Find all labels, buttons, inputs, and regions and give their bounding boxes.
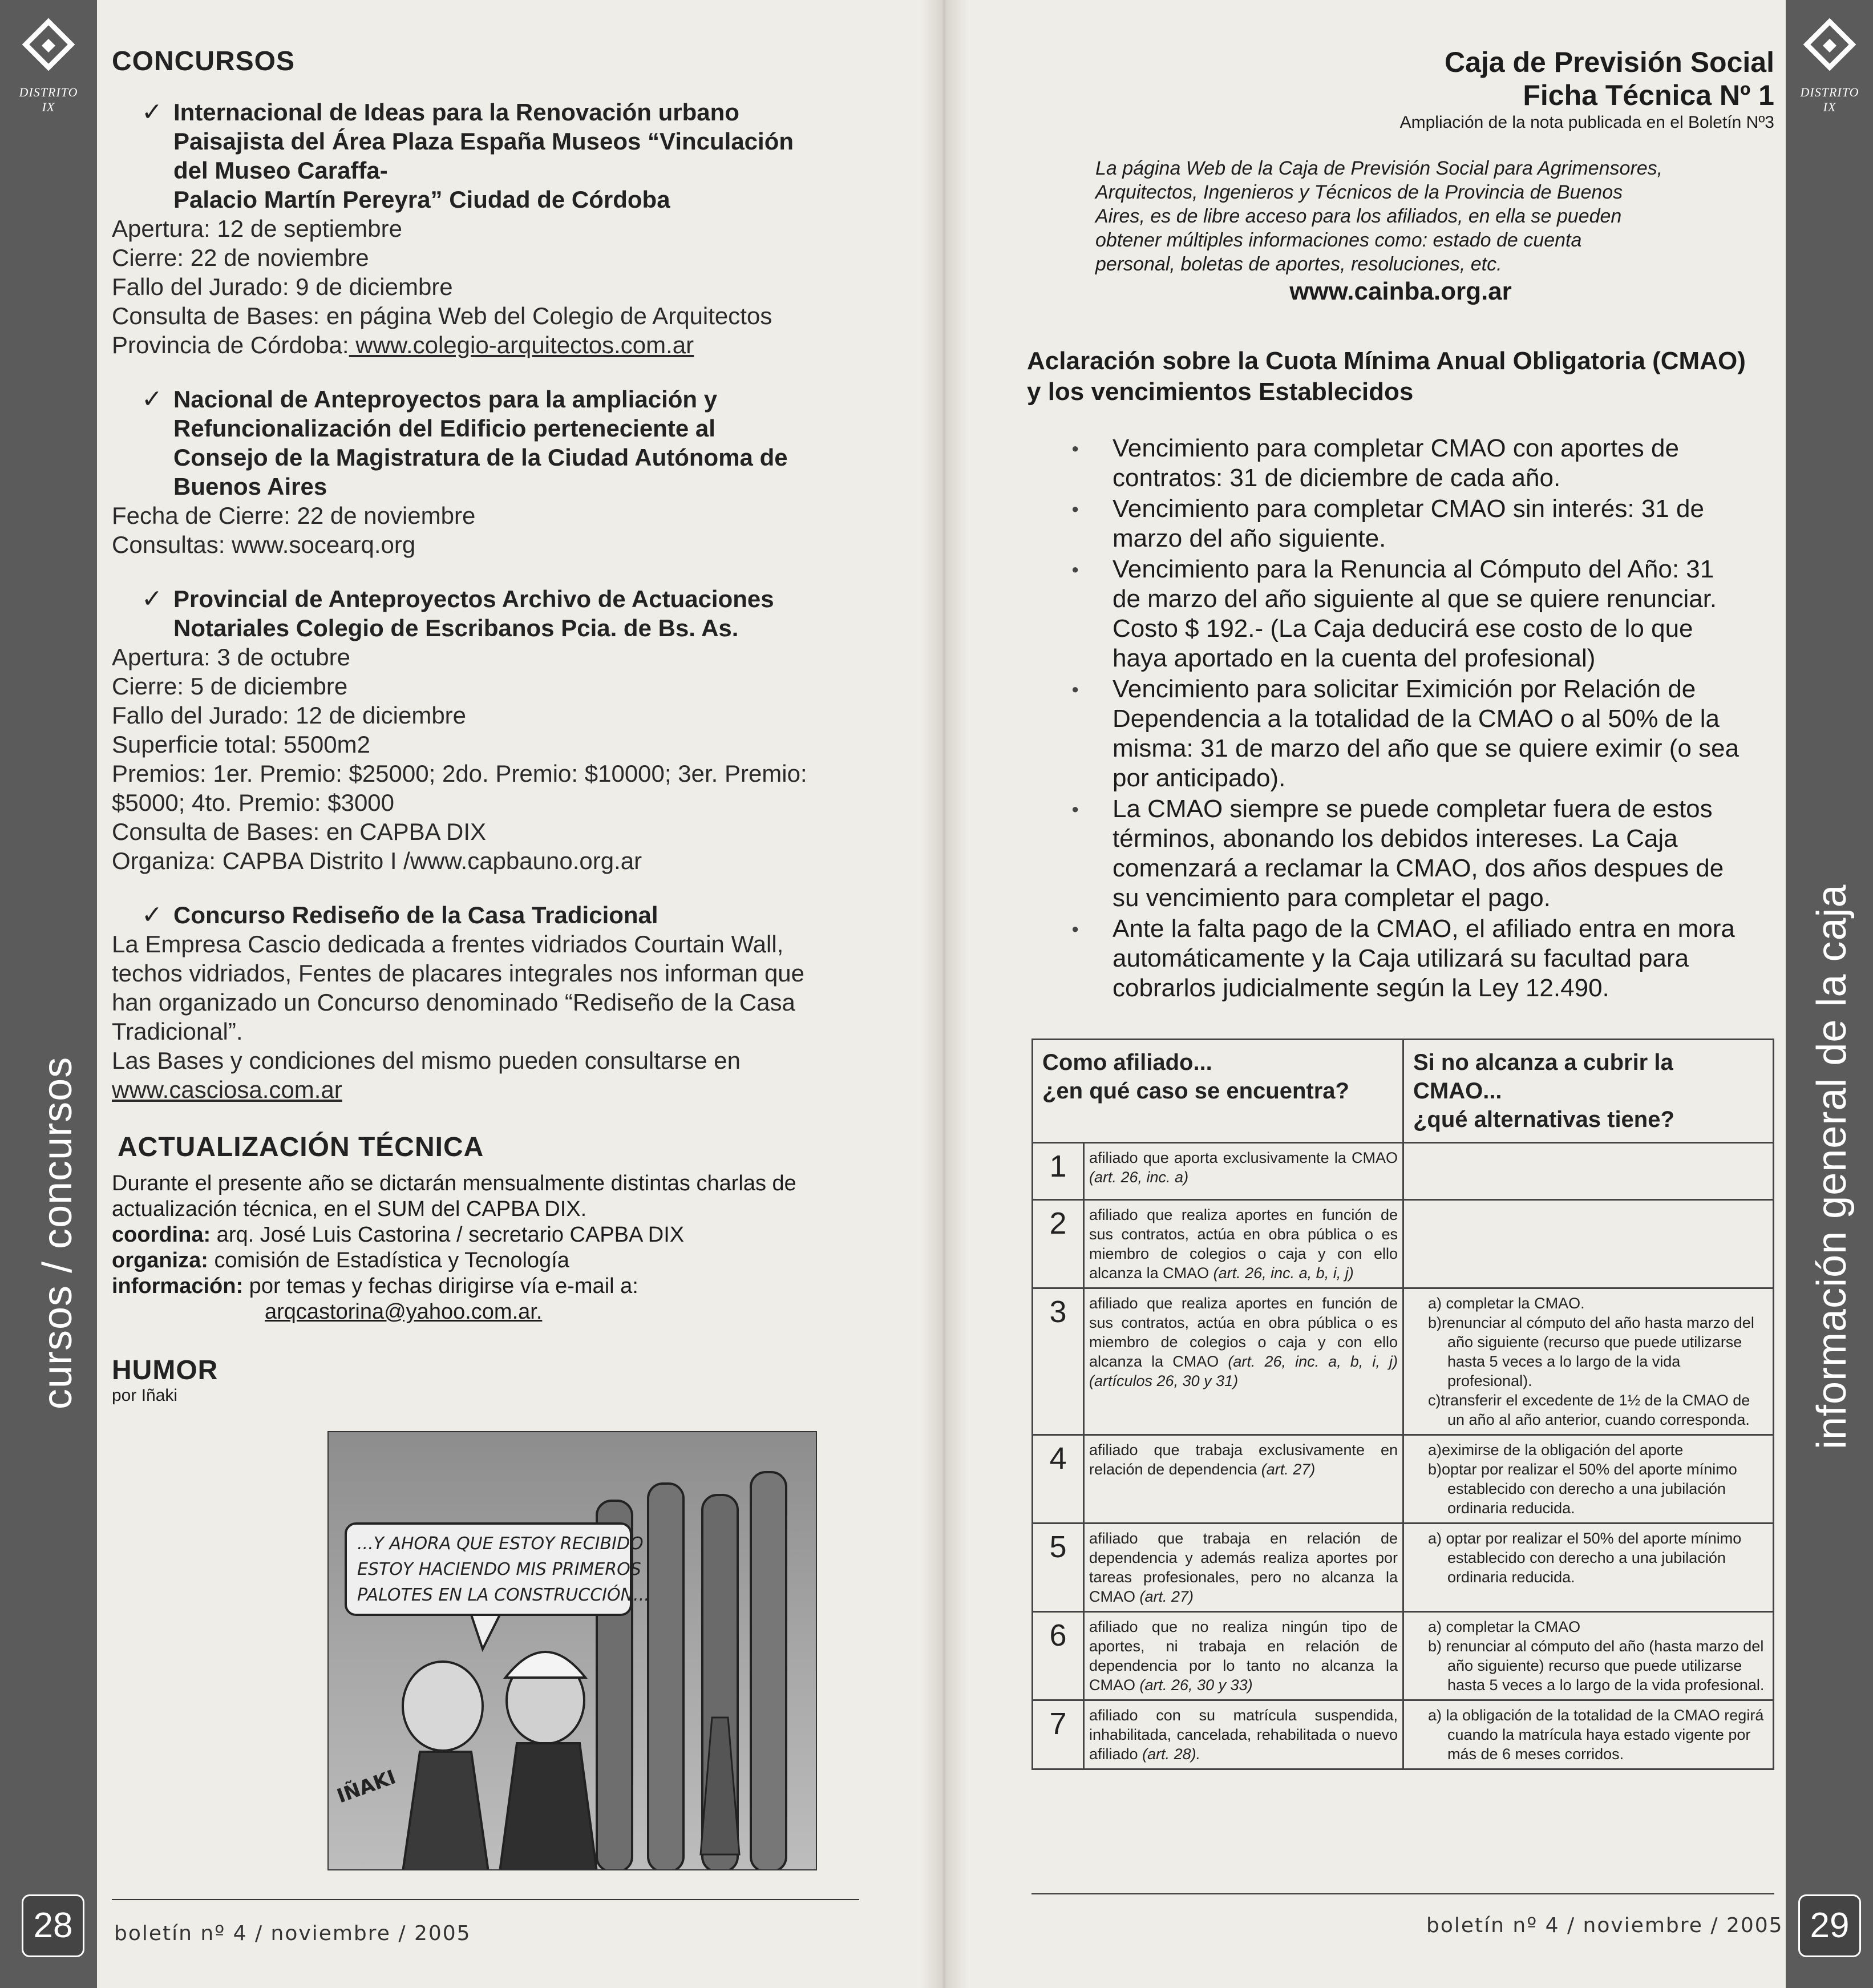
side-label: cursos / concursos bbox=[35, 1056, 80, 1409]
actualizacion-heading: ACTUALIZACIÓN TÉCNICA bbox=[118, 1132, 484, 1162]
right-side-strip bbox=[1786, 0, 1873, 1988]
speech-line: PALOTES EN LA CONSTRUCCIÓN... bbox=[357, 1585, 650, 1605]
table-row: 5 afiliado que trabaja en relación de dependencia y además realiza aportes por tareas profesionales, pero no alcanza la CMAO (art. 27) a) optar por realizar el 50% del aporte mínimo establecido con derecho a una jubilación ordinaria reducida. bbox=[1033, 1524, 1774, 1612]
concurso-detail: techos vidriados, Fentes de placares integrales nos informan que bbox=[112, 960, 805, 987]
cartoon-signature: IÑAKI bbox=[334, 1765, 399, 1808]
left-footer: boletín nº 4 / noviembre / 2005 bbox=[114, 1922, 471, 1945]
table-row: 3 afiliado que realiza aportes en función de sus contratos, actúa en obra pública o es miembro de colegios o caja y con ello alcanza la CMAO (art. 26, inc. a, b, i, j) (artículos 26, 30 y 31) a) completar la CMAO. b)renunciar al cómputo del año hasta marzo del año siguiente (recurso que puede utilizarse hasta 5 veces a lo largo de la vida profesional). c)transferir el excedente de 1½ de la CMAO de un año al año anterior, cuando corresponda. bbox=[1033, 1288, 1774, 1435]
list-item: ● Vencimiento para completar CMAO sin interés: 31 de marzo del año siguiente. bbox=[1027, 494, 1774, 553]
left-page bbox=[112, 46, 859, 1405]
concurso-4 bbox=[112, 900, 859, 1104]
concurso-detail: Consulta de Bases: en CAPBA DIX bbox=[112, 818, 487, 845]
table-row: 6 afiliado que no realiza ningún tipo de aportes, ni trabaja en relación de dependencia por lo tanto no alcanza la CMAO (art. 26, 30 y 33) a) completar la CMAO b) renunciar al cómputo del año (hasta marzo del año siguiente) recurso que puede utilizarse hasta 5 veces a lo largo de la vida profesional. bbox=[1033, 1612, 1774, 1700]
concurso-detail: han organizado un Concurso denominado “Rediseño de la Casa bbox=[112, 989, 795, 1016]
list-item: ● La CMAO siempre se puede completar fuera de estos términos, abonando los debidos intereses. La Caja comenzará a reclamar la CMAO, dos años despues de su vencimiento para completar el pago. bbox=[1027, 794, 1774, 913]
concurso-detail: Tradicional”. bbox=[112, 1018, 243, 1045]
concurso-detail: Premios: 1er. Premio: $25000; 2do. Premio: $10000; 3er. Premio: bbox=[112, 760, 807, 787]
cmao-table bbox=[1031, 1039, 1774, 1770]
check-icon: ✓ bbox=[141, 901, 163, 929]
table-row: 7 afiliado con su matrícula suspendida, inhabilitada, cancelada, rehabilitada o nuevo afiliado (art. 28). a) la obligación de la totalidad de la CMAO regirá cuando la matrícula haya estado vigente por más de 6 meses corridos. bbox=[1033, 1700, 1774, 1769]
table-header-row bbox=[1033, 1040, 1774, 1143]
caja-header bbox=[1027, 46, 1774, 134]
concurso-detail: Fallo del Jurado: 9 de diciembre bbox=[112, 273, 453, 300]
concurso-detail: Apertura: 12 de septiembre bbox=[112, 215, 402, 242]
distrito-logo-icon bbox=[1801, 17, 1858, 80]
book-gutter bbox=[919, 0, 970, 1988]
list-item: ● Ante la falta pago de la CMAO, el afiliado entra en mora automáticamente y la Caja utilizará su facultad para cobrarlos judicialmente según la Ley 12.490. bbox=[1027, 914, 1774, 1003]
check-icon: ✓ bbox=[141, 385, 163, 413]
concurso-detail: $5000; 4to. Premio: $3000 bbox=[112, 789, 395, 816]
right-footer: boletín nº 4 / noviembre / 2005 bbox=[1426, 1914, 1783, 1937]
humor-byline: por Iñaki bbox=[112, 1386, 178, 1405]
speech-line: ESTOY HACIENDO MIS PRIMEROS bbox=[357, 1559, 641, 1579]
logo-text: DISTRITO IX bbox=[1800, 85, 1859, 114]
actualizacion-body: Durante el presente año se dictarán mensualmente distintas charlas de actualización técnica, en el SUM del CAPBA DIX. coordina: arq. José Luis Castorina / secretario CAPBA DIX organiza: comisión de Estadística y Tecnología información: por temas y fechas dirigirse vía e-mail a: arqcastorina@yahoo.com.ar. bbox=[112, 1171, 859, 1325]
cartoon-illustration bbox=[329, 1432, 817, 1870]
concurso-detail: Consultas: www.socearq.org bbox=[112, 531, 416, 558]
ficha-note: Ampliación de la nota publicada en el Boletín Nº3 bbox=[1399, 113, 1774, 132]
logo-text: DISTRITO IX bbox=[19, 85, 78, 114]
table-row: 4 afiliado que trabaja exclusivamente en relación de dependencia (art. 27) a)eximirse de la obligación del aporte b)optar por realizar el 50% del aporte mínimo establecido con derecho a una jubilación ordinaria reducida. bbox=[1033, 1435, 1774, 1524]
concurso-detail: Apertura: 3 de octubre bbox=[112, 644, 350, 670]
concurso-title: ✓ Internacional de Ideas para la Renovación urbano Paisajista del Área Plaza España Museos “Vinculación del Museo Caraffa- Palacio Martín Pereyra” Ciudad de Córdoba bbox=[141, 98, 794, 213]
right-page bbox=[1027, 46, 1774, 1004]
footer-rule bbox=[112, 1899, 859, 1900]
concurso-title: ✓ Concurso Rediseño de la Casa Tradicional bbox=[141, 901, 658, 929]
footer-rule bbox=[1031, 1893, 1774, 1894]
concurso-title: ✓ Provincial de Anteproyectos Archivo de Actuaciones Notariales Colegio de Escribanos Pcia. de Bs. As. bbox=[141, 585, 774, 641]
cmao-bullets bbox=[1027, 434, 1774, 1003]
concurso-3 bbox=[112, 584, 859, 875]
table-header-left: Como afiliado... ¿en qué caso se encuentra? bbox=[1033, 1040, 1403, 1143]
concurso-detail: Superficie total: 5500m2 bbox=[112, 731, 370, 758]
concurso-detail: Fallo del Jurado: 12 de diciembre bbox=[112, 702, 467, 729]
list-item: ● Vencimiento para solicitar Eximición por Relación de Dependencia a la totalidad de la CMAO o al 50% de la misma: 31 de marzo del año que se quiere eximir (o sea por anticipado). bbox=[1027, 674, 1774, 793]
humor-cartoon bbox=[327, 1431, 817, 1870]
concursos-heading: CONCURSOS bbox=[112, 46, 296, 76]
list-item: ● Vencimiento para la Renuncia al Cómputo del Año: 31 de marzo del año siguiente al que se quiere renunciar. Costo $ 192.- (La Caja deducirá ese costo de lo que haya aportado en la cuenta del profesional) bbox=[1027, 555, 1774, 673]
concurso-detail: Provincia de Córdoba: www.colegio-arquitectos.com.ar bbox=[112, 332, 694, 358]
distrito-logo bbox=[1798, 17, 1861, 115]
caja-title: Caja de Previsión Social bbox=[1444, 46, 1774, 78]
concurso-detail: Consulta de Bases: en página Web del Colegio de Arquitectos bbox=[112, 302, 772, 329]
table-row: 2 afiliado que realiza aportes en función de sus contratos, actúa en obra pública o es miembro de colegios o caja y con ello alcanza la CMAO (art. 26, inc. a, b, i, j) bbox=[1033, 1200, 1774, 1288]
distrito-logo bbox=[17, 17, 80, 115]
cmao-section-title: Aclaración sobre la Cuota Mínima Anual Obligatoria (CMAO) y los vencimientos Establecidos bbox=[1027, 347, 1746, 406]
cascio-link[interactable]: www.casciosa.com.ar bbox=[112, 1076, 342, 1103]
caja-intro: La página Web de la Caja de Previsión Social para Agrimensores, Arquitectos, Ingenieros y Técnicos de la Provincia de Buenos Aires, es de libre acceso para los afiliados, en ella se pueden obtener múltiples informaciones como: estado de cuenta personal, boletas de aportes, resoluciones, etc. bbox=[1095, 157, 1663, 275]
concurso-2 bbox=[112, 385, 859, 559]
ficha-title: Ficha Técnica Nº 1 bbox=[1523, 79, 1774, 111]
colegio-link[interactable]: www.colegio-arquitectos.com.ar bbox=[349, 332, 694, 358]
side-label: información general de la caja bbox=[1809, 884, 1855, 1449]
concurso-1 bbox=[112, 98, 859, 359]
page-number: 28 bbox=[22, 1894, 84, 1957]
email-link[interactable]: arqcastorina@yahoo.com.ar. bbox=[265, 1300, 543, 1324]
concurso-detail: Cierre: 22 de noviembre bbox=[112, 244, 369, 271]
caja-website[interactable]: www.cainba.org.ar bbox=[1289, 277, 1512, 305]
table-row: 1 afiliado que aporta exclusivamente la CMAO (art. 26, inc. a) bbox=[1033, 1143, 1774, 1200]
check-icon: ✓ bbox=[141, 98, 163, 126]
table-header-right: Si no alcanza a cubrir la CMAO... ¿qué alternativas tiene? bbox=[1403, 1040, 1774, 1143]
concurso-title: ✓ Nacional de Anteproyectos para la ampliación y Refuncionalización del Edificio perteneciente al Consejo de la Magistratura de la Ciudad Autónoma de Buenos Aires bbox=[141, 385, 788, 500]
concurso-detail: Las Bases y condiciones del mismo pueden consultarse en bbox=[112, 1047, 741, 1074]
page-number: 29 bbox=[1798, 1894, 1861, 1957]
list-item: ● Vencimiento para completar CMAO con aportes de contratos: 31 de diciembre de cada año. bbox=[1027, 434, 1774, 493]
left-side-strip bbox=[0, 0, 97, 1988]
concurso-detail: Fecha de Cierre: 22 de noviembre bbox=[112, 502, 476, 529]
concurso-detail: Cierre: 5 de diciembre bbox=[112, 673, 348, 700]
distrito-logo-icon bbox=[20, 17, 77, 80]
concurso-detail: La Empresa Cascio dedicada a frentes vidriados Courtain Wall, bbox=[112, 931, 784, 957]
concurso-detail: Organiza: CAPBA Distrito I /www.capbauno.org.ar bbox=[112, 847, 642, 874]
humor-heading: HUMOR bbox=[112, 1355, 219, 1385]
check-icon: ✓ bbox=[141, 585, 163, 613]
speech-line: ...Y AHORA QUE ESTOY RECIBIDO bbox=[357, 1534, 644, 1554]
